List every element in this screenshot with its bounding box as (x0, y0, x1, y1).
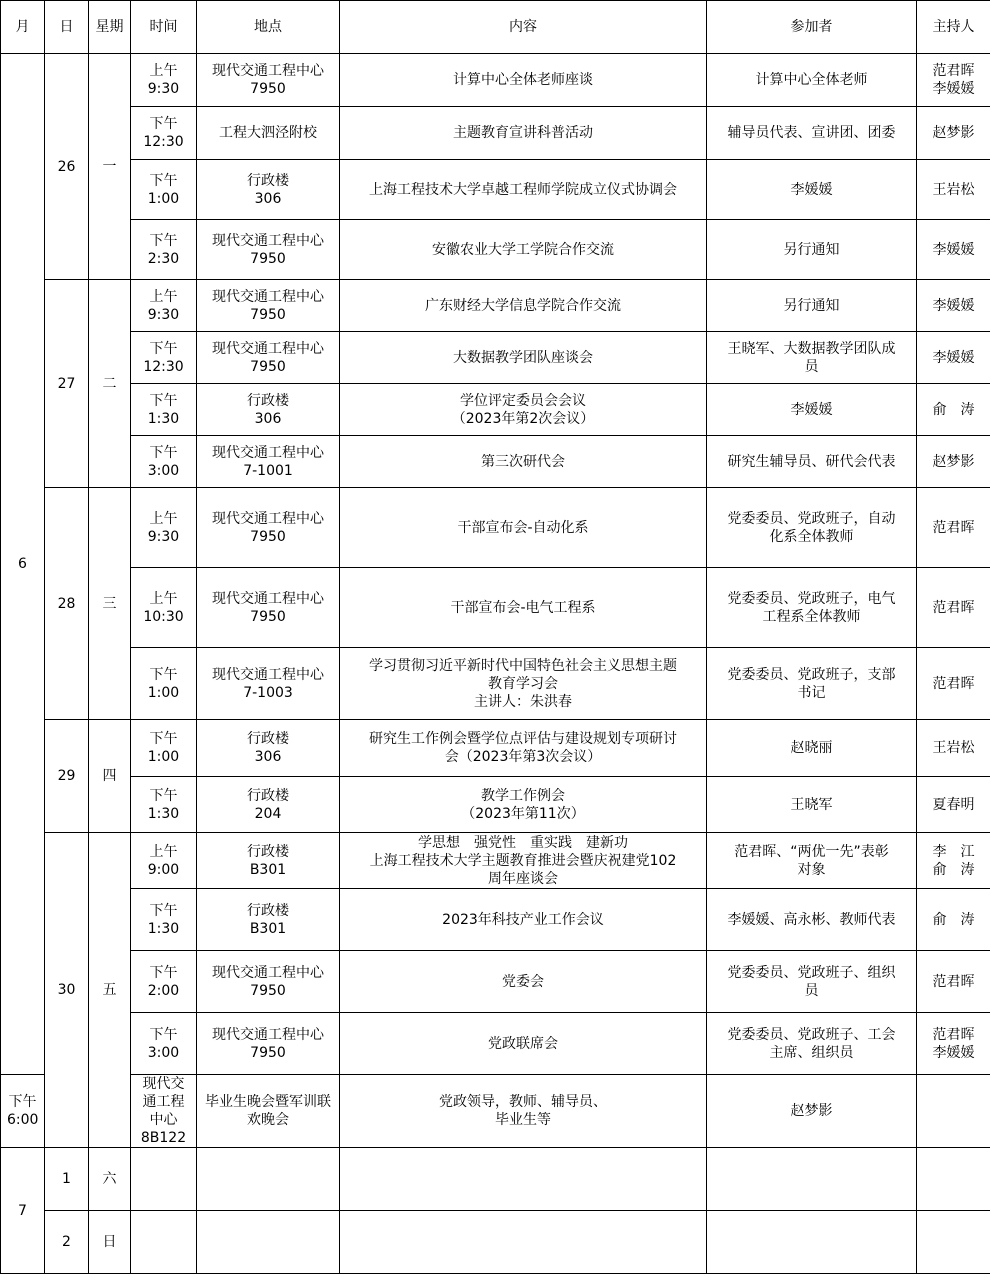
content-cell: 计算中心全体老师座谈 (340, 54, 707, 107)
table-row (1, 280, 990, 332)
participants-cell: 王晓军 (707, 777, 917, 833)
day-cell: 27 (45, 280, 89, 488)
content-cell: 学位评定委员会会议 （2023年第2次会议） (340, 384, 707, 436)
time-cell: 下午 6:00 (1, 1075, 45, 1148)
participants-cell: 范君晖、“两优一先”表彰 对象 (707, 833, 917, 889)
host-cell: 夏春明 (917, 777, 990, 833)
time-cell: 下午 1:00 (131, 160, 197, 220)
weekday-cell: 六 (89, 1148, 131, 1211)
location-cell: 行政楼 306 (197, 720, 340, 777)
participants-cell: 党委委员、党政班子，支部 书记 (707, 648, 917, 720)
host-cell: 李媛媛 (917, 280, 990, 332)
location-cell: 现代交通工程中心 7950 (197, 1013, 340, 1075)
location-cell: 现代交通工程中心 7950 (197, 54, 340, 107)
table-row (1, 488, 990, 568)
day-cell: 30 (45, 833, 89, 1148)
time-cell: 上午 9:30 (131, 488, 197, 568)
participants-cell: 赵晓丽 (707, 720, 917, 777)
table-row (1, 951, 990, 1013)
content-cell: 大数据教学团队座谈会 (340, 332, 707, 384)
content-cell (340, 1211, 707, 1274)
time-cell: 下午 3:00 (131, 1013, 197, 1075)
participants-cell: 党政领导，教师、辅导员、 毕业生等 (340, 1075, 707, 1148)
content-cell: 上海工程技术大学卓越工程师学院成立仪式协调会 (340, 160, 707, 220)
month-cell: 7 (1, 1148, 45, 1274)
host-cell: 范君晖 (917, 568, 990, 648)
time-cell: 下午 1:30 (131, 777, 197, 833)
day-cell: 1 (45, 1148, 89, 1211)
host-cell: 赵梦影 (707, 1075, 917, 1148)
time-cell: 下午 3:00 (131, 436, 197, 488)
time-cell: 上午 9:30 (131, 280, 197, 332)
participants-cell: 李媛媛 (707, 384, 917, 436)
content-cell: 安徽农业大学工学院合作交流 (340, 220, 707, 280)
weekday-cell: 五 (89, 833, 131, 1148)
location-cell: 行政楼 B301 (197, 833, 340, 889)
table-row (1, 889, 990, 951)
table-row (1, 220, 990, 280)
host-cell: 范君晖 (917, 488, 990, 568)
location-cell: 现代交通工程中心 7-1001 (197, 436, 340, 488)
table-row (1, 384, 990, 436)
host-cell: 范君晖 李媛媛 (917, 54, 990, 107)
weekday-cell: 四 (89, 720, 131, 833)
host-cell (917, 1148, 990, 1211)
time-cell: 下午 1:30 (131, 889, 197, 951)
location-cell: 现代交通工程中心 7-1003 (197, 648, 340, 720)
content-cell: 学思想 强党性 重实践 建新功 上海工程技术大学主题教育推进会暨庆祝建党102 周年座谈会 (340, 833, 707, 889)
time-cell: 上午 10:30 (131, 568, 197, 648)
host-cell: 范君晖 李媛媛 (917, 1013, 990, 1075)
content-cell: 主题教育宣讲科普活动 (340, 107, 707, 160)
host-cell: 范君晖 (917, 648, 990, 720)
header-day: 日 (45, 1, 89, 54)
participants-cell: 另行通知 (707, 220, 917, 280)
content-cell (340, 1148, 707, 1211)
participants-cell: 党委委员、党政班子，电气 工程系全体教师 (707, 568, 917, 648)
table-row (1, 1013, 990, 1075)
host-cell: 俞 涛 (917, 889, 990, 951)
weekday-cell: 日 (89, 1211, 131, 1274)
table-row (1, 160, 990, 220)
location-cell: 工程大泗泾附校 (197, 107, 340, 160)
content-cell: 党委会 (340, 951, 707, 1013)
table-row (1, 777, 990, 833)
content-cell: 学习贯彻习近平新时代中国特色社会主义思想主题 教育学习会 主讲人：朱洪春 (340, 648, 707, 720)
content-cell: 干部宣布会-自动化系 (340, 488, 707, 568)
day-cell: 26 (45, 54, 89, 280)
host-cell: 李媛媛 (917, 220, 990, 280)
time-cell: 下午 1:00 (131, 720, 197, 777)
content-cell: 教学工作例会 （2023年第11次） (340, 777, 707, 833)
header-content: 内容 (340, 1, 707, 54)
participants-cell: 研究生辅导员、研代会代表 (707, 436, 917, 488)
time-cell (131, 1211, 197, 1274)
weekday-cell: 二 (89, 280, 131, 488)
host-cell: 李 江 俞 涛 (917, 833, 990, 889)
day-cell: 28 (45, 488, 89, 720)
participants-cell: 李媛媛 (707, 160, 917, 220)
participants-cell: 计算中心全体老师 (707, 54, 917, 107)
participants-cell (707, 1211, 917, 1274)
header-location: 地点 (197, 1, 340, 54)
location-cell: 行政楼 306 (197, 160, 340, 220)
day-cell: 2 (45, 1211, 89, 1274)
table-row (1, 1148, 990, 1211)
header-host: 主持人 (917, 1, 990, 54)
host-cell: 赵梦影 (917, 107, 990, 160)
time-cell: 下午 2:00 (131, 951, 197, 1013)
location-cell: 现代交通工程中心 7950 (197, 280, 340, 332)
time-cell: 下午 1:30 (131, 384, 197, 436)
host-cell: 王岩松 (917, 720, 990, 777)
location-cell: 行政楼 306 (197, 384, 340, 436)
location-cell: 现代交通工程中心 7950 (197, 951, 340, 1013)
location-cell: 现代交通工程中心 8B122 (131, 1075, 197, 1148)
location-cell (197, 1148, 340, 1211)
participants-cell (707, 1148, 917, 1211)
content-cell: 干部宣布会-电气工程系 (340, 568, 707, 648)
month-cell: 6 (1, 54, 45, 1075)
weekday-cell: 一 (89, 54, 131, 280)
table-row (1, 568, 990, 648)
location-cell: 现代交通工程中心 7950 (197, 220, 340, 280)
time-cell: 下午 2:30 (131, 220, 197, 280)
time-cell: 上午 9:30 (131, 54, 197, 107)
participants-cell: 党委委员、党政班子，自动 化系全体教师 (707, 488, 917, 568)
header-row (1, 1, 990, 54)
header-participants: 参加者 (707, 1, 917, 54)
table-row (1, 436, 990, 488)
time-cell: 下午 12:30 (131, 107, 197, 160)
table-row (1, 720, 990, 777)
table-row (1, 833, 990, 889)
day-cell: 29 (45, 720, 89, 833)
header-month: 月 (1, 1, 45, 54)
host-cell: 王岩松 (917, 160, 990, 220)
location-cell: 现代交通工程中心 7950 (197, 488, 340, 568)
table-row (1, 1211, 990, 1274)
participants-cell: 王晓军、大数据教学团队成 员 (707, 332, 917, 384)
time-cell: 上午 9:00 (131, 833, 197, 889)
location-cell: 现代交通工程中心 7950 (197, 332, 340, 384)
time-cell: 下午 12:30 (131, 332, 197, 384)
location-cell: 现代交通工程中心 7950 (197, 568, 340, 648)
time-cell (131, 1148, 197, 1211)
content-cell: 2023年科技产业工作会议 (340, 889, 707, 951)
host-cell: 俞 涛 (917, 384, 990, 436)
participants-cell: 李媛媛、高永彬、教师代表 (707, 889, 917, 951)
location-cell: 行政楼 B301 (197, 889, 340, 951)
table-row (1, 54, 990, 107)
table-row (1, 332, 990, 384)
time-cell: 下午 1:00 (131, 648, 197, 720)
participants-cell: 另行通知 (707, 280, 917, 332)
header-time: 时间 (131, 1, 197, 54)
host-cell: 赵梦影 (917, 436, 990, 488)
participants-cell: 辅导员代表、宣讲团、团委 (707, 107, 917, 160)
host-cell: 范君晖 (917, 951, 990, 1013)
table-row (1, 107, 990, 160)
header-weekday: 星期 (89, 1, 131, 54)
host-cell (917, 1211, 990, 1274)
content-cell: 第三次研代会 (340, 436, 707, 488)
content-cell: 广东财经大学信息学院合作交流 (340, 280, 707, 332)
content-cell: 研究生工作例会暨学位点评估与建设规划专项研讨 会（2023年第3次会议） (340, 720, 707, 777)
content-cell: 党政联席会 (340, 1013, 707, 1075)
location-cell: 行政楼 204 (197, 777, 340, 833)
table-row (1, 1075, 990, 1148)
participants-cell: 党委委员、党政班子、组织 员 (707, 951, 917, 1013)
host-cell: 李媛媛 (917, 332, 990, 384)
participants-cell: 党委委员、党政班子、工会 主席、组织员 (707, 1013, 917, 1075)
content-cell: 毕业生晚会暨军训联欢晚会 (197, 1075, 340, 1148)
weekday-cell: 三 (89, 488, 131, 720)
location-cell (197, 1211, 340, 1274)
table-row (1, 648, 990, 720)
